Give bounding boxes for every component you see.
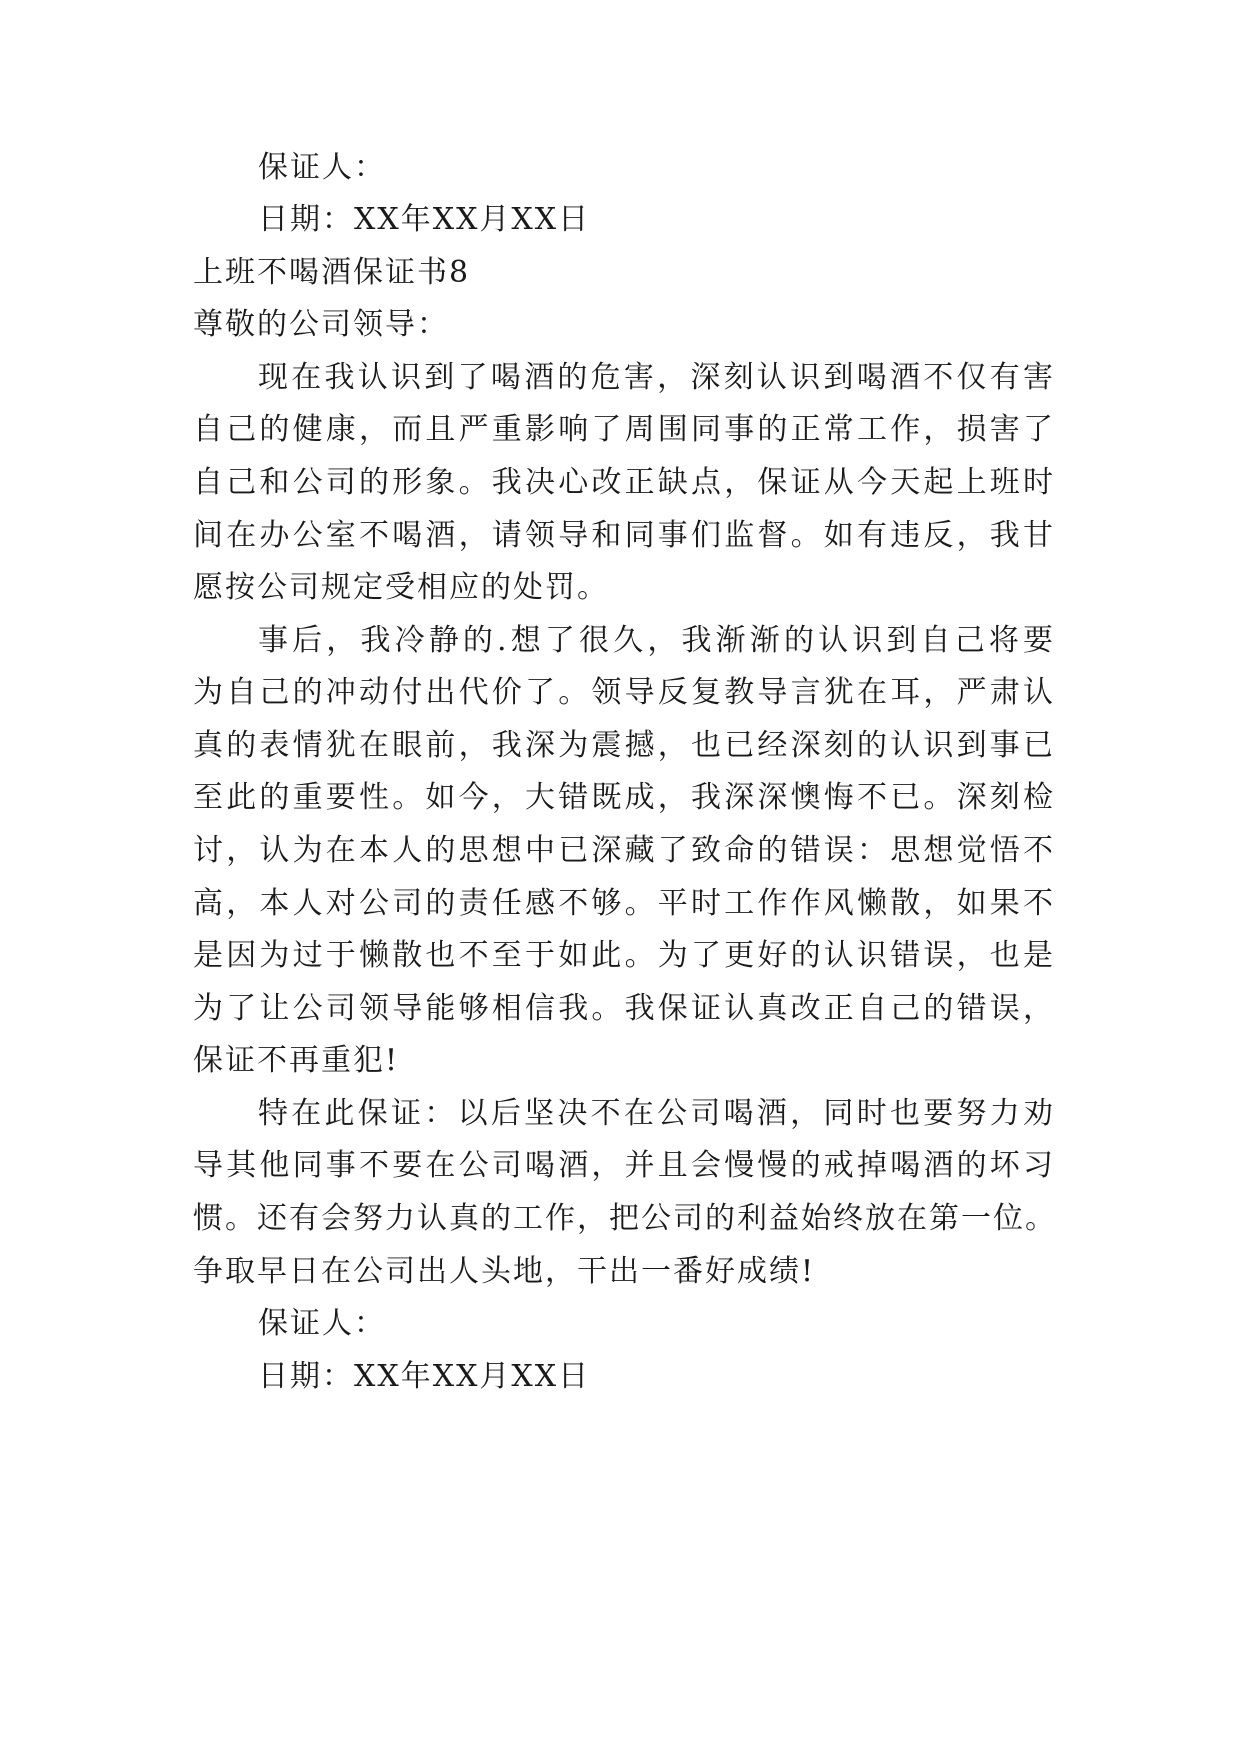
paragraph1-line: 现在我认识到了喝酒的危害，深刻认识到喝酒不仅有害 <box>258 360 1055 395</box>
bottom-guarantor-label: 保证人： <box>258 1306 386 1341</box>
paragraph3-line: 特在此保证：以后坚决不在公司喝酒，同时也要努力劝 <box>258 1096 1055 1131</box>
paragraph2-line: 真的表情犹在眼前，我深为震撼，也已经深刻的认识到事已 <box>193 728 1055 763</box>
paragraph2-line: 至此的重要性。如今，大错既成，我深深懊悔不已。深刻检 <box>193 780 1055 815</box>
paragraph2-line: 讨，认为在本人的思想中已深藏了致命的错误：思想觉悟不 <box>193 833 1055 868</box>
paragraph3-line: 惯。还有会努力认真的工作，把公司的利益始终放在第一位。 <box>193 1201 1055 1236</box>
paragraph2-line: 为了让公司领导能够相信我。我保证认真改正自己的错误， <box>193 991 1055 1026</box>
paragraph1-line: 自己和公司的形象。我决心改正缺点，保证从今天起上班时 <box>193 465 1055 500</box>
paragraph1-line: 自己的健康，而且严重影响了周围同事的正常工作，损害了 <box>193 412 1055 447</box>
paragraph2-line: 是因为过于懒散也不至于如此。为了更好的认识错误，也是 <box>193 938 1055 973</box>
paragraph2-line: 高，本人对公司的责任感不够。平时工作作风懒散，如果不 <box>193 886 1055 921</box>
paragraph2-line: 保证不再重犯! <box>193 1043 400 1078</box>
paragraph3-line: 争取早日在公司出人头地，干出一番好成绩! <box>193 1254 816 1289</box>
top-guarantor-label: 保证人： <box>258 150 386 185</box>
paragraph2-line: 为自己的冲动付出代价了。领导反复教导言犹在耳，严肃认 <box>193 675 1055 710</box>
top-date-line: 日期：XX年XX月XX日 <box>258 202 591 237</box>
salutation: 尊敬的公司领导： <box>193 307 449 342</box>
paragraph1-line: 间在办公室不喝酒，请领导和同事们监督。如有违反，我甘 <box>193 518 1055 553</box>
paragraph3-line: 导其他同事不要在公司喝酒，并且会慢慢的戒掉喝酒的坏习 <box>193 1148 1055 1183</box>
paragraph1-line: 愿按公司规定受相应的处罚。 <box>193 570 609 605</box>
section-title: 上班不喝酒保证书8 <box>193 255 471 290</box>
paragraph2-line: 事后，我冷静的.想了很久，我渐渐的认识到自己将要 <box>258 623 1055 658</box>
bottom-date-line: 日期：XX年XX月XX日 <box>258 1359 591 1394</box>
